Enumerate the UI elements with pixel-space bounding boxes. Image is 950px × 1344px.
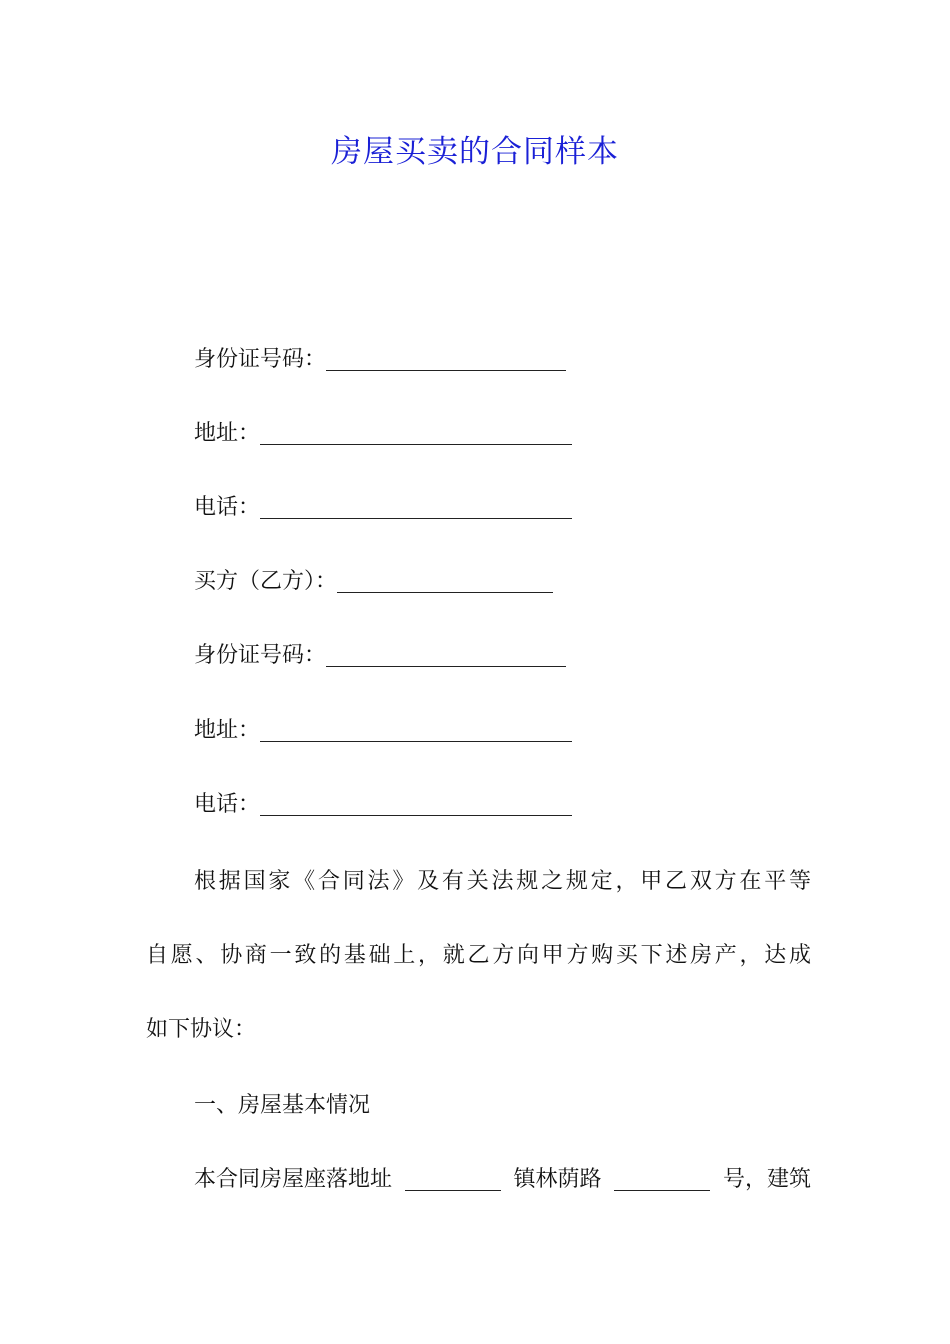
party-b-address-blank [260,741,572,742]
party-b-heading-line [194,562,553,602]
party-b-address-label: 地址： [194,718,261,743]
party-b-phone-label: 电话： [194,792,261,817]
section-1-heading: 一、房屋基本情况 [194,1093,371,1118]
party-a-address-blank [260,444,572,445]
party-a-id-blank [326,370,566,371]
party-a-id-label: 身份证号码： [194,347,327,372]
section-1-text-start: 本合同房屋座落地址 [194,1167,393,1192]
party-a-phone-blank [260,518,572,519]
party-b-id-label: 身份证号码： [194,643,327,668]
party-b-id-line [194,636,566,676]
party-a-phone-line [194,488,572,528]
intro-line-3: 如下协议： [146,1017,257,1042]
party-a-address-label: 地址： [194,421,261,446]
section-1-heading-line [194,1086,370,1126]
party-b-id-blank [326,666,566,667]
party-b-phone-line [194,785,572,825]
section-1-text-end: 号，建筑 [722,1167,811,1192]
party-a-id-line [194,340,566,380]
document-title: 房屋买卖的合同样本 [331,134,619,170]
intro-line-1: 根据国家《合同法》及有关法规之规定，甲乙双方在平等 [194,869,811,894]
party-b-heading-label: 买方（乙方）： [194,569,338,594]
section-1-text-line [194,1160,811,1200]
section-1-town-blank [405,1190,501,1191]
party-a-phone-label: 电话： [194,495,261,520]
intro-paragraph [146,845,811,1067]
party-b-address-line [194,711,572,751]
party-a-address-line [194,414,572,454]
section-1-number-blank [614,1190,710,1191]
section-1-text-mid: 镇林荫路 [513,1167,602,1192]
party-b-phone-blank [260,815,572,816]
party-b-heading-blank [337,592,553,593]
intro-line-2: 自愿、协商一致的基础上，就乙方向甲方购买下述房产，达成 [146,943,811,968]
